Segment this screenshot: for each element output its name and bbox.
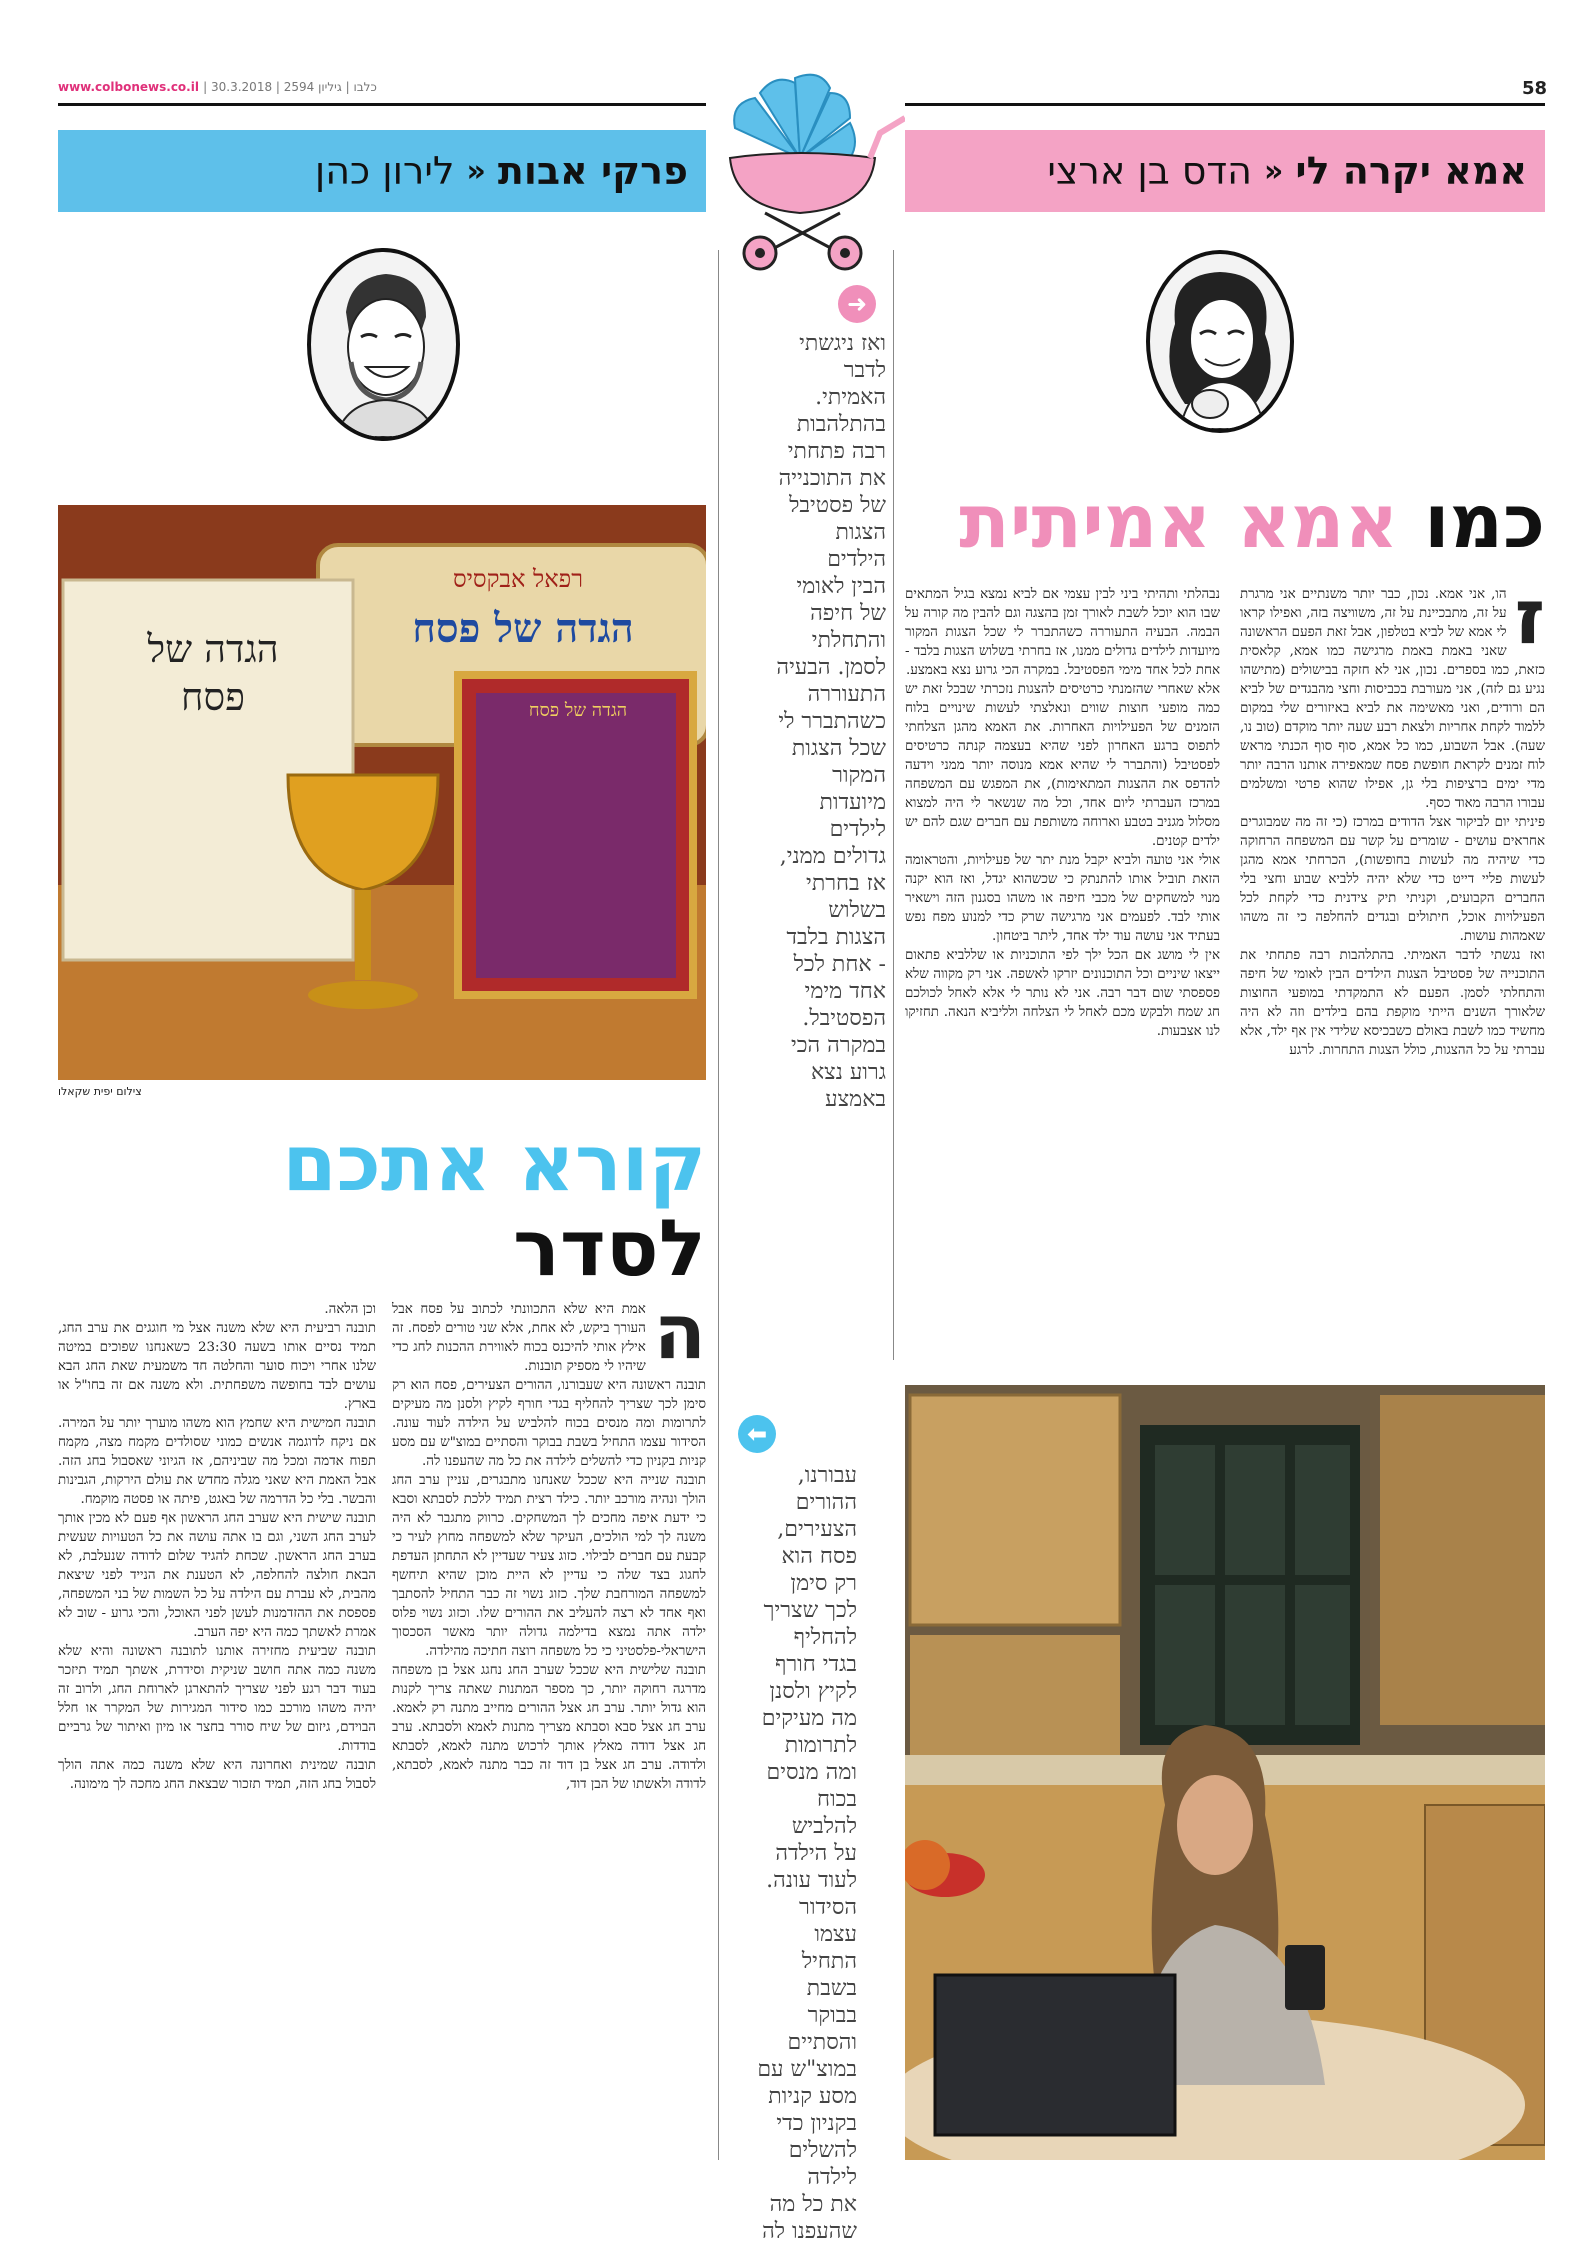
body-text: אמת היא שלא התכוונתי לכתוב על פסח אבל העורך ביקש, לא אחת, אלא שני טורים לפסח. זה אילץ אותי להיכנס בכוח לאווירת ההכנות לחג כדי שיהיו לי מספיק תובנות. תובנה ראשונה היא שעבורנו, ההורים הצעירים, פסח הוא רק סימן לכך שצריך להחליף בגדי חורף לקיץ ולסנן מה מעיקים לתרומות ומה מנסים בכוח להלביש על הילדה לעוד עונה. הסידור עצמו התחיל בשבת בבוקר והסתיים במוצ"ש עם מסע קניות בקניון כדי להשלים לילדה את כל מה שהעפנו לה. תובנה שנייה היא שככל שאנחנו מתבגרים, עניין ערב החג הולך ונהיה מורכב יותר. כילד רצית תמיד ללכת לסבתא וסבא כי ידעת איפה מחכים לך המשחקים. כרווק מתגבר לא היה משנה לך למי הולכים, העיקר שלא למשפחה מחוץ לעיר כי קבעת עם חברים לבילוי. כזוג צעיר שעדיין לא התחתן העדפת לחגוג בצד שלה כי עדיין לא היית מוכן שהיא תיחשף למשפחה המורחבת שלך. כזוג נשוי זה כבר התחיל להסתבך ואף אחד לא רצה להעליב את ההורים שלו. וכזוג נשוי פלוס ילדה אתה נמצא בדילמה גדולה יותר מאשר הסכסוך הישראלי-פלסטיני כי כל משפחה רוצה חתיכה מהילדה. תובנה שלישית היא שככל שערב החג נחגג אצל בן משפחה מדרגה רחוקה יותר, כך מספר המתנות שאתה צריך לקנות הוא גדול יותר. ערב חג אצל ההורים מחייב מתנה רק לאמא. ערב חג אצל סבא וסבתא מצריך מתנות לאמא ולסבתא. ערב חג אצל דודה מאלץ אותך לרכוש מתנה לאמא, לסבתא ולדודה. ערב חג אצל בן דוד זה כבר מתנה לאמא, לסבתא, לדודה ולאשתו של הבן דוד, xyxy=(392,1302,706,1792)
pull-quote-right: ואז ניגשתי לדבר האמיתי. בהתלהבות רבה פתחתי את התוכנייה של פסטיבל הצגות הילדים הבין לאומי של חיפה והתחלתי לסמן. הבעיה התעוררה כשהתברר לי שכל הצגות המקור מיועדות לילדים גדולים ממני, אז בחרתי בשלוש הצגות בלבד - אחת לכל אחד מימי הפסטיבל. במקרה הכי גרוע נצא באמצע xyxy=(776,331,886,1112)
haggadah-cover-small: הגדה של פסח xyxy=(147,627,279,719)
haggadah-title: הגדה של פסח xyxy=(412,605,634,652)
column-divider-right xyxy=(893,250,894,1360)
arrow-left-icon: ⬅ xyxy=(738,1415,776,1453)
site-header xyxy=(58,80,377,94)
body-text: נבהלתי ותהיתי ביני לבין עצמי אם לביא נמצא בגיל המתאים שבו הוא יוכל לשבת לאורך זמן בהצגה וגם להבין מה קורה על הבמה. הבעיה התעוררה כשהתברר לי שכל הצגות המקור מיועדות לילדים גדולים ממנו, אז בחרתי בשלוש הצגות בלבד - אחת לכל אחד מימי הפסטיבל. במקרה הכי גרוע נצא באמצע. אלא שאחרי שהזמנתי כרטיסים להצגות נזכרתי שבכל זאת יש כמה מופעי חוצות שווים ונאלצתי לעשות שינויים בלוח הזמנים של הפעילויות האחרות. את האמא מהגן הצלחתי לתפוס ברגע האחרון לפני שהיא בעצמה קנתה כרטיסים לפסטיבל (והתברר לי שהיא אמא מנוסה יותר ממני וידעה להדפס את ההצגות המתאימות), את המפגש עם המשפחה במרכז העברתי ליום אחד, וכל מה שנשאר לי היה למצוא מסלול מגניב בטבע וארוחה משותפת עם חברים שגם להם יש ילדים קטנים. אולי אני טועה ולביא יקבל מנת יתר של פעילויות, והטראומה הזאת תוביל אותו להתנתק כי שכשהוא יגדל, ואז הוא יקנה מנוי למשחקים של מכבי חיפה או משהו בסגנון הזה וישאיר אותי לבד. לפעמים אני מרגישה שרק כדי למנוע מפח נפש בעתיד אני עושה עוד ילד אחד, ליתר ביטחון. אין לי מושג אם הכל ילך לפי התוכניות או שללביא פתאום ייצאו שיניים וכל התוכנונים יזרקו לאשפה. אני רק מקווה שלא פספסתי שום דבר רבה. אני לא נותר לי אלא לאחל לכולכם חג שמח ולבקש מכם לאחל לי הצלחה ולליביא הנאה. תחזיקו לנו אצבעות. xyxy=(905,587,1220,1039)
baby-stroller-icon xyxy=(700,48,905,273)
photo-credit: צילום יפית שקאלו xyxy=(58,1085,142,1098)
column-banner-right xyxy=(905,130,1545,212)
site-url[interactable]: www.colbonews.co.il xyxy=(58,80,199,94)
haggadah-book-title: הגדה של פסח xyxy=(528,700,628,721)
banner-arrows-icon: « xyxy=(1263,153,1284,189)
article-headline-left-line1: קורא אתכם xyxy=(282,1119,706,1209)
haggadah-author: רפאל אבקסיס xyxy=(452,565,584,593)
banner-title: אמא יקרה לי xyxy=(1295,149,1527,193)
woman-portrait-icon xyxy=(1146,250,1294,433)
woman-laptop-kitchen-photo xyxy=(905,1385,1545,2160)
banner-arrows-icon: « xyxy=(466,153,486,189)
banner-author: לירון כהן xyxy=(314,149,455,193)
headline-highlight: אמא אמיתית xyxy=(959,479,1399,565)
dropcap: ה xyxy=(653,1300,706,1376)
column-banner-left xyxy=(58,130,706,212)
column-divider-left xyxy=(718,250,719,2160)
article-body-column-2-left xyxy=(58,1300,376,2158)
article-body-column-1-right xyxy=(1240,585,1545,1365)
body-text: וכן הלאה. תובנה רביעית היא שלא משנה אצל מי חוגגים את ערב החג, תמיד נסיים אותו בשעה 23:30 כשאנחנו שפוכים במיטה שלנו אחרי ויכוח סוער והחלטה חד משמעית שאת החג הבא עושים לבד בחופשה משפחתית. ולא משנה אם זה בחו"ל או בארץ. תובנה חמישית היא שחמץ הוא משהו מוערך יותר על המירה. אם ניקח לדוגמה אנשים כמוני שסולדים מקמח מצה, מקמח תפוח אדמה ומכל מה שביניהם, אז הגיוני שאסבול בחג הזה. אבל האמת היא שאני מגלה מחדש את עולם הירקות, הגבינות והבשר. בלי כל הדרמה של באגט, פיתה או פסטה מוקמח. תובנה שישית היא שערב החג הראשון אף פעם לא מכין אותך לערב החג השני, וגם בו אתה עושה את כל הטעויות שעשית בערב החג הראשון. שכחת להגיד שלום לדודה שנעלבת, לא הבאת חולצה להחלפה, לא הטענת את הנייד לפני שיצאת מהבית, לא עברת עם הילדה על כל השמות של בני המשפחה, פספסת את ההזדמנות לעשן לפני האוכל, והכי גרוע - שוב לא אמרת לאשתך כמה היא יפה הערב. תובנה שביעית מחזירה אותנו לתובנה ראשונה והיא שלא משנה כמה אתה חושב שניקית וסידרת, אשתך תמיד תיזכר בעוד דבר רגע לפני שצריך להתארגן לארוחת החג, ולרוב זה יהיה משהו מורכב כמו סידור המגירות של המקרר או חלל הבוידם, גיזום של שיח סורר בחצר או מיון ואיתור של גרביים בודדות. תובנה שמינית ואחרונה היא שלא משנה כמה אתה הולך לסבול בחג הזה, תמיד תזכור שבצאת החג מחכה לך מימונה. xyxy=(58,1302,376,1792)
top-rule-left xyxy=(58,103,706,106)
man-portrait-icon xyxy=(307,248,460,441)
dropcap: ז xyxy=(1514,585,1545,661)
headline-word: כמו xyxy=(1424,479,1545,565)
article-body-column-2-right xyxy=(905,585,1220,1365)
article-headline-right xyxy=(905,479,1545,565)
page-number: 58 xyxy=(1521,78,1547,99)
article-headline-left-line2: לסדר xyxy=(512,1204,706,1294)
banner-author: הדס בן ארצי xyxy=(1047,149,1252,193)
top-rule-right xyxy=(905,103,1545,106)
arrow-right-icon: ➜ xyxy=(838,285,876,323)
banner-title: פרקי אבות xyxy=(497,149,688,193)
issue-meta: | כלבו | גיליון 2594 | 30.3.2018 xyxy=(203,80,377,94)
body-text: הו, אני אמא. נכון, כבר יותר משנתיים אני מרגרת על זה, מתבכיינת על זה, משוויצה בזה, ואפילו קראו לי אמא של לביא בטלפון, אבל זאת הפעם הראשונה שאני באמת באמת מרגישה כמו אמא, קלאסית כזאת, כמו בספרים. נכון, אני לא חזקה בבישולים (מתישהו נגיע גם לזה), אני מעורבת בכביסות וחצי מהבגדים של לביא הם ורודים, ואני מאשימה את לביא באיזורים שלי במקום ללמוד לקחת אחריות ולצאת רבע שעה יותר מוקדם (טוב נו, שעה). אבל השבוע, כמו כל אמא, סוף סוף הכנתי מראש לוח זמנים לקראת חופשת פסח שמאפירה אותנו הרבה יותר מדי ימים ברציפות בלי גן, אפילו שהוא פרטי ומשלמים עבורו הרבה מאוד כסף. פיניתי יום לביקור אצל הדודים במרכז (כי זה מה שמבוגרים אחראים עושים - שומרים על קשר עם המשפחה הרחוקה כדי שיהיה מה לעשות בחופשות), הכרחתי אמא מהגן לעשות פליי דייט כדי שלא יהיה ללביא שבוע וחצי בלי החברים הקבועים, וקניתי תיק צידנית כדי לקחת לכל הפעילויות אוכל, חיתולים ובגדים להחלפה כי זה משהו שאמהות עושות. ואז נגשתי לדבר האמיתי. בהתלהבות רבה פתחתי את התוכנייה של פסטיבל הצגות הילדים הבין לאומי של חיפה והתחלתי לסמן. הפעם לא התמקדתי במופעי החוצות שלאורך השנים הייתי מוקפת בהם בילדים וזה לא היה מחשיד כמו לשבת באולם כשבכיסא שלידי אין אף ילד, אלא עברתי על כל ההצגות, כולל הצגות התחרות. לרגע xyxy=(1240,587,1545,1058)
haggadah-photo xyxy=(58,505,706,1080)
article-body-column-1-left xyxy=(392,1300,706,2158)
pull-quote-left: עבורנו, ההורים הצעירים, פסח הוא רק סימן לכך שצריך להחליף בגדי חורף לקיץ ולסנן מה מעיקים לתרומות ומה מנסים בכוח להלביש על הילדה לעוד עונה. הסידור עצמו התחיל בשבת בבוקר והסתיים במוצ"ש עם מסע קניות בקניון כדי להשלים לילדה את כל מה שהעפנו לה xyxy=(757,1463,857,2244)
